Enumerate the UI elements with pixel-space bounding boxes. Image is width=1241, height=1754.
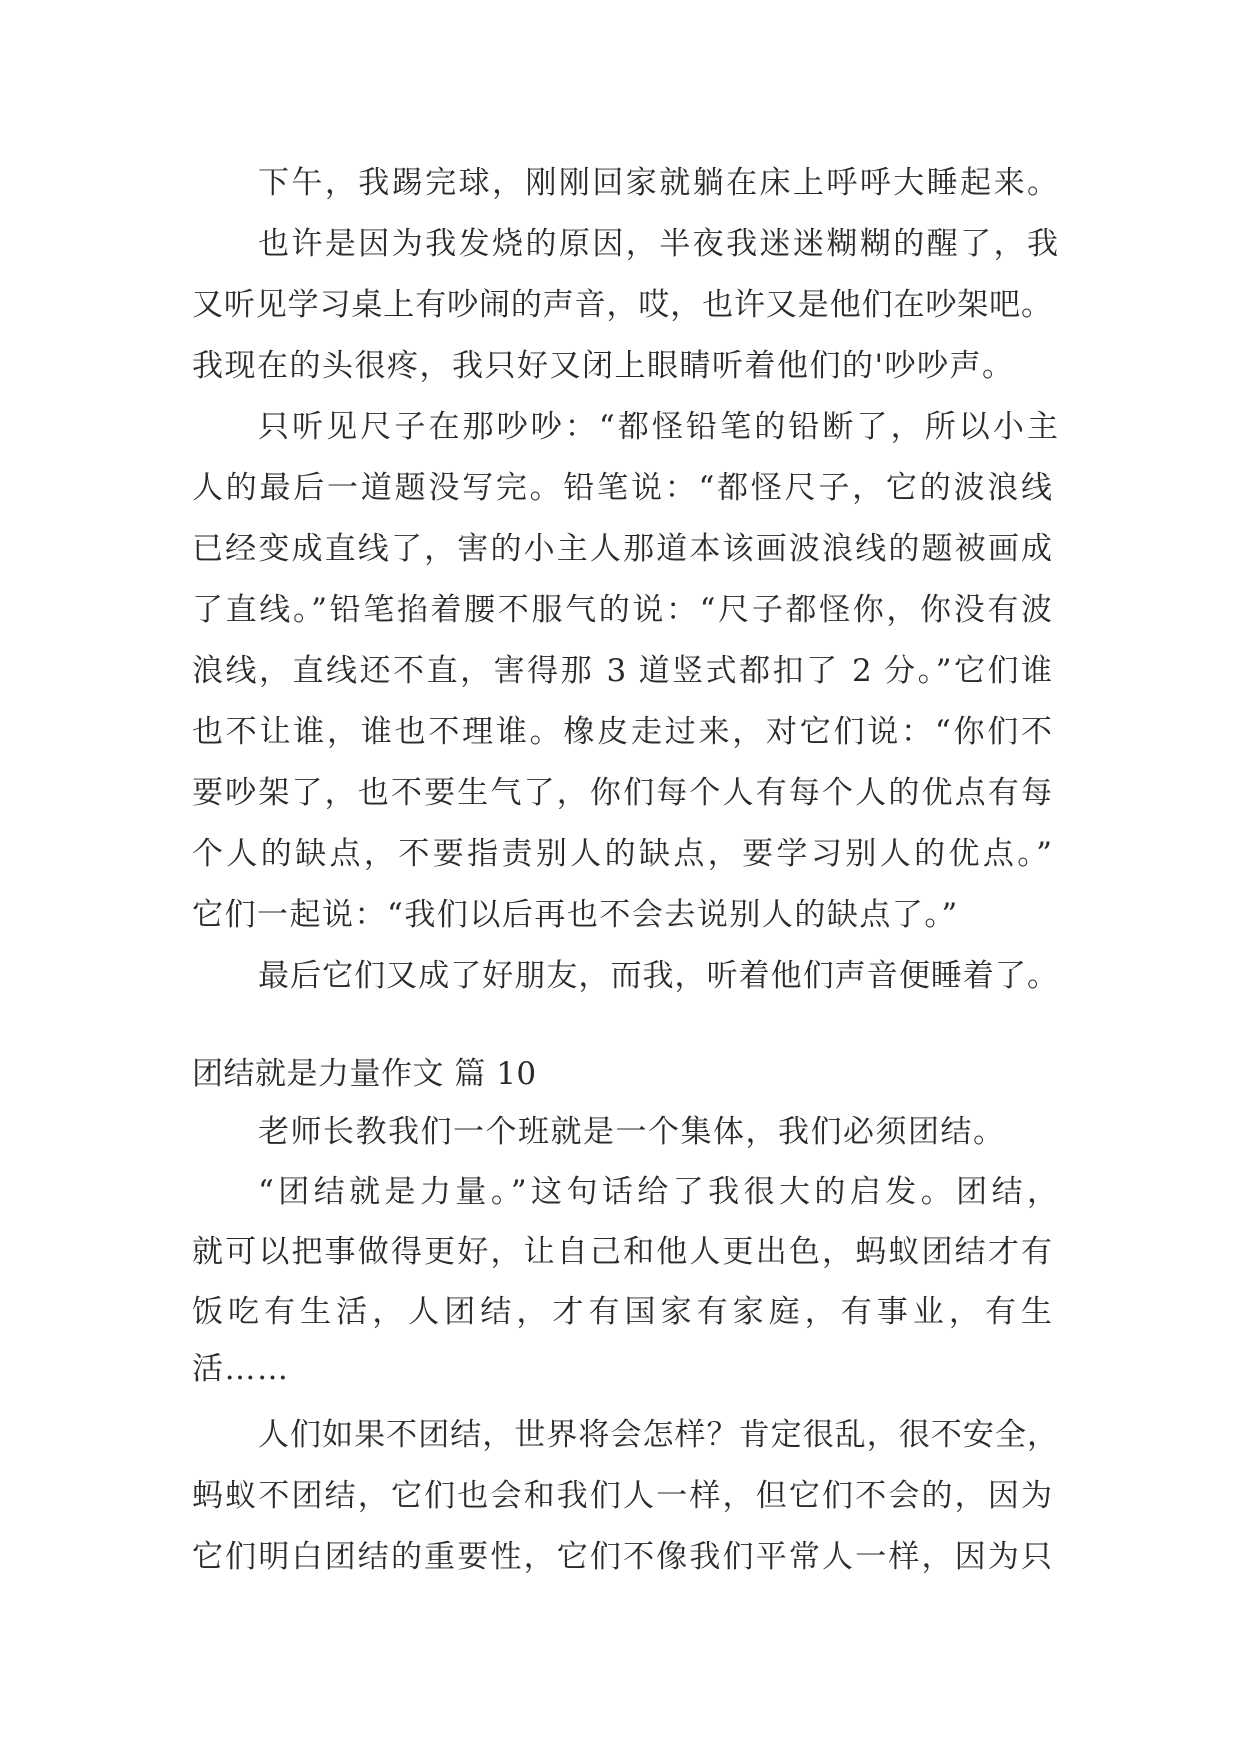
paragraph-line: 下午，我踢完球，刚刚回家就躺在床上呼呼大睡起来。 xyxy=(258,165,1058,201)
section-heading: 团结就是力量作文 篇 10 xyxy=(192,1056,537,1092)
paragraph-line: 它们明白团结的重要性，它们不像我们平常人一样，因为只 xyxy=(192,1539,1052,1575)
paragraph-line: 只听见尺子在那吵吵：“都怪铅笔的铅断了，所以小主 xyxy=(258,409,1058,445)
paragraph-line: 了直线。”铅笔掐着腰不服气的说：“尺子都怪你，你没有波 xyxy=(192,592,1052,628)
paragraph-line: 又听见学习桌上有吵闹的声音，哎，也许又是他们在吵架吧。 xyxy=(192,287,1052,323)
paragraph-line: 蚂蚁不团结，它们也会和我们人一样，但它们不会的，因为 xyxy=(192,1478,1052,1514)
paragraph-line: 就可以把事做得更好，让自己和他人更出色，蚂蚁团结才有 xyxy=(192,1234,1052,1270)
paragraph-line: 活…… xyxy=(192,1351,290,1387)
paragraph-line: “团结就是力量。”这句话给了我很大的启发。团结， xyxy=(258,1174,1058,1210)
paragraph-line: 人的最后一道题没写完。铅笔说：“都怪尺子，它的波浪线 xyxy=(192,470,1052,506)
paragraph-line: 最后它们又成了好朋友，而我，听着他们声音便睡着了。 xyxy=(258,958,1058,994)
paragraph-line: 个人的缺点，不要指责别人的缺点，要学习别人的优点。” xyxy=(192,836,1052,872)
paragraph-line: 它们一起说：“我们以后再也不会去说别人的缺点了。” xyxy=(192,897,959,933)
paragraph-line: 浪线，直线还不直，害得那 3 道竖式都扣了 2 分。”它们谁 xyxy=(192,653,1052,689)
paragraph-line: 我现在的头很疼，我只好又闭上眼睛听着他们的'吵吵声。 xyxy=(192,348,1015,384)
paragraph-line: 也不让谁，谁也不理谁。橡皮走过来，对它们说：“你们不 xyxy=(192,714,1052,750)
paragraph-line: 也许是因为我发烧的原因，半夜我迷迷糊糊的醒了，我 xyxy=(258,226,1058,262)
paragraph-line: 老师长教我们一个班就是一个集体，我们必须团结。 xyxy=(258,1114,1006,1150)
paragraph-line: 饭吃有生活，人团结，才有国家有家庭，有事业，有生 xyxy=(192,1294,1052,1330)
paragraph-line: 人们如果不团结，世界将会怎样？肯定很乱，很不安全， xyxy=(258,1417,1058,1453)
paragraph-line: 要吵架了，也不要生气了，你们每个人有每个人的优点有每 xyxy=(192,775,1052,811)
paragraph-line: 已经变成直线了，害的小主人那道本该画波浪线的题被画成 xyxy=(192,531,1052,567)
